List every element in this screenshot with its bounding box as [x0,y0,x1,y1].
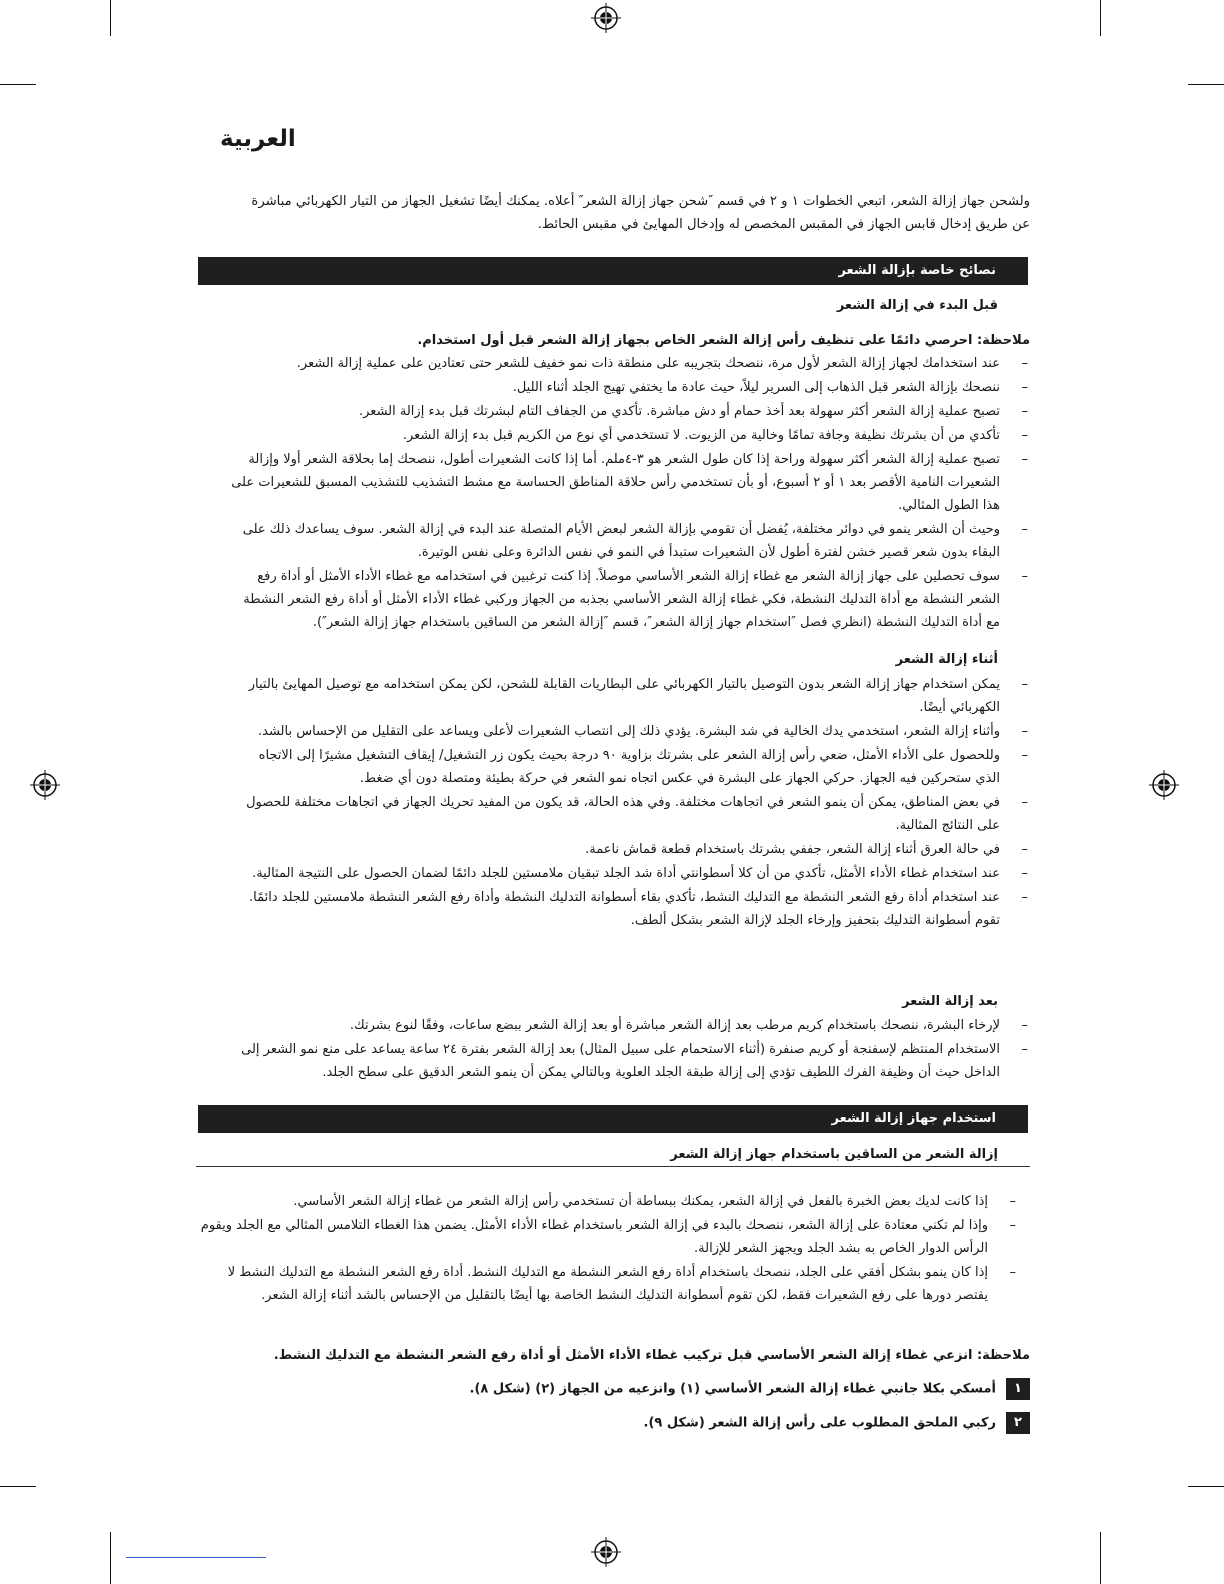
registration-mark-icon [30,770,60,800]
list-item: – وإذا لم تكني معتادة على إزالة الشعر، ننصحك بالبدء في إزالة الشعر باستخدام غطاء الأداء الأمثل. يضمن هذا الغطاء التلامس المثالي مع الجلد ويقوم الرأس الدوار الخاص به بشد الجلد ويجهز الشعر للإزالة. [200,1218,1016,1256]
subheading-after: بعد إزالة الشعر [902,994,998,1009]
list-item: – وللحصول على الأداء الأمثل، ضعي رأس إزالة الشعر على بشرتك بزاوية ٩٠ درجة بحيث يكون زر التشغيل/ إيقاف التشغيل مشيرًا إلى الاتجاه الذي ستحركين فيه الجهاز. حركي الجهاز على البشرة في عكس اتجاه نمو الشعر في حركة بطيئة ومتصلة دون أي ضغط. [258,748,1028,786]
list-before [230,352,1030,635]
list-item: – وأثناء إزالة الشعر، استخدمي يدك الخالية في شد البشرة. يؤدي ذلك إلى انتصاب الشعيرات لأعلى ويساعد على التقليل من الإحساس بالشد. [258,724,1028,739]
step-text: أمسكي بكلا جانبي غطاء إزالة الشعر الأساسي (١) وانزعيه من الجهاز (٢) (شكل ٨). [469,1381,996,1397]
list-item: – لإرخاء البشرة، ننصحك باستخدام كريم مرطب بعد إزالة الشعر مباشرة أو بعد إزالة الشعر ببضع ساعات، وفقًا لنوع بشرتك. [349,1018,1028,1033]
crop-mark [0,84,36,85]
list-after [210,1014,1030,1085]
step-number: ١ [1006,1378,1030,1400]
list-usage [200,1190,1018,1308]
list-item: – في حالة العرق أثناء إزالة الشعر، جففي بشرتك باستخدام قطعة قماش ناعمة. [585,842,1028,857]
divider [196,1166,1030,1167]
step-text: ركبي الملحق المطلوب على رأس إزالة الشعر (شكل ٩). [643,1415,996,1431]
section-bar-hair-removal-tips: نصائح خاصة بإزالة الشعر [198,257,1028,285]
note-remove-cap: ملاحظة: انزعي غطاء إزالة الشعر الأساسي قبل تركيب غطاء الأداء الأمثل أو أداة رفع الشعر النشطة مع التدليك النشط. [273,1348,1030,1363]
crop-mark [1100,1532,1101,1584]
list-item: – ننصحك بإزالة الشعر قبل الذهاب إلى السرير ليلاً، حيث عادة ما يختفي تهيج الجلد أثناء الليل. [512,380,1028,395]
list-item: – تصبح عملية إزالة الشعر أكثر سهولة بعد أخذ حمام أو دش مباشرة. تأكدي من الجفاف التام لبشرتك قبل بدء إزالة الشعر. [359,404,1028,419]
subheading-legs: إزالة الشعر من الساقين باستخدام جهاز إزالة الشعر [670,1147,998,1162]
list-item: – تأكدي من أن بشرتك نظيفة وجافة تمامًا وخالية من الزيوت. لا تستخدمي أي نوع من الكريم قبل بدء إزالة الشعر. [402,428,1028,443]
list-item: – عند استخدام أداة رفع الشعر النشطة مع التدليك النشط، تأكدي بقاء أسطوانة التدليك النشطة وأداة رفع الشعر النشطة ملامستين للجلد دائمًا. تقوم أسطوانة التدليك بتحفيز وإرخاء الجلد لإزالة الشعر بشكل ألطف. [249,890,1028,928]
list-during [230,673,1030,933]
list-item: – الاستخدام المنتظم لإسفنجة أو كريم صنفرة (أثناء الاستحمام على سبيل المثال) بعد إزالة الشعر بفترة ٢٤ ساعة يساعد على منع نمو الشعر إلى الداخل حيث أن وظيفة الفرك اللطيف تؤدي إلى إزالة طبقة الجلد العلوية وبالتالي يمكن أن ينمو الشعر الدقيق على سطح الجلد. [241,1042,1028,1080]
subheading-during: أثناء إزالة الشعر [895,652,998,667]
registration-mark-icon [591,3,621,33]
crop-mark [110,0,111,36]
section-bar-using-epilator: استخدام جهاز إزالة الشعر [198,1105,1028,1133]
subheading-before: قبل البدء في إزالة الشعر [836,298,998,313]
crop-mark [1188,1486,1224,1487]
crop-mark [110,1532,111,1584]
list-item: – إذا كانت لديك بعض الخبرة بالفعل في إزالة الشعر، يمكنك ببساطة أن تستخدمي رأس إزالة الشعر من غطاء إزالة الشعر الأساسي. [293,1194,1016,1209]
list-item: – إذا كان ينمو بشكل أفقي على الجلد، ننصحك باستخدام أداة رفع الشعر النشطة مع التدليك النشط. أداة رفع الشعر النشطة مع التدليك النشط لا يقتصر دورها على رفع الشعيرات فقط، لكن تقوم أسطوانة التدليك النشط الخاصة بها أيضًا بالتقليل من الإحساس بالشد أثناء إزالة الشعر. [227,1265,1016,1303]
list-item: – تصبح عملية إزالة الشعر أكثر سهولة وراحة إذا كان طول الشعر هو ٣-٤ملم. أما إذا كانت الشعيرات أطول، ننصحك إما بحلاقة الشعر أولا وإزالة الشعيرات النامية الأقصر بعد ١ أو ٢ أسبوع، أو بأن تستخدمي رأس حلاقة المناطق الحساسة مع مشط التشذيب للتشذيب المسبق للشعيرات على هذا الطول المثالي. [231,452,1028,513]
crop-mark [0,1486,36,1487]
list-item: – سوف تحصلين على جهاز إزالة الشعر مع غطاء إزالة الشعر الأساسي موصلاً. إذا كنت ترغبين في استخدامه مع غطاء الأداء الأمثل أو أداة رفع الشعر النشطة مع أداة التدليك النشطة، فكي غطاء إزالة الشعر الأساسي بجذبه من الجهاز وركبي غطاء الأداء الأمثل أو أداة رفع الشعر النشطة مع أداة التدليك النشطة (انظري فصل ″استخدام جهاز إزالة الشعر″، قسم ″إزالة الشعر من الساقين باستخدام جهاز إزالة الشعر″). [243,569,1028,630]
registration-mark-icon [591,1537,621,1567]
step-2 [300,1412,1030,1435]
page-title: العربية [220,126,296,152]
note-clean-head: ملاحظة: احرصي دائمًا على تنظيف رأس إزالة الشعر الخاص بجهاز إزالة الشعر قبل أول استخدام. [417,333,1030,348]
list-item: – وحيث أن الشعر ينمو في دوائر مختلفة، يُفضل أن تقومي بإزالة الشعر لبعض الأيام المتصلة عند البدء في إزالة الشعر. سوف يساعدك ذلك على البقاء بدون شعر قصير خشن لفترة أطول لأن الشعيرات ستبدأ في النمو في نفس الدائرة وعلى نفس الوتيرة. [242,522,1028,560]
list-item: – في بعض المناطق، يمكن أن ينمو الشعر في اتجاهات مختلفة. وفي هذه الحالة، قد يكون من المفيد تحريك الجهاز في اتجاهات مختلفة للحصول على النتائج المثالية. [246,795,1028,833]
crop-mark [1188,84,1224,85]
bottom-blue-line [126,1557,266,1558]
step-number: ٢ [1006,1412,1030,1434]
list-item: – عند استخدام غطاء الأداء الأمثل، تأكدي من أن كلا أسطوانتي أداة شد الجلد تبقيان ملامستين للجلد دائمًا لضمان الحصول على النتيجة المثالية. [252,866,1028,881]
step-1 [300,1378,1030,1401]
intro-paragraph: ولشحن جهاز إزالة الشعر، اتبعي الخطوات ١ و ٢ في قسم ″شحن جهاز إزالة الشعر″ أعلاه. يمكنك أيضًا تشغيل الجهاز من التيار الكهربائي مباشرة عن طريق إدخال قابس الجهاز في المقبس المخصص له وإدخال المهايئ في مقبس الحائط. [251,194,1030,232]
crop-mark [1100,0,1101,36]
registration-mark-icon [1149,770,1179,800]
list-item: – عند استخدامك لجهاز إزالة الشعر لأول مرة، ننصحك بتجريبه على منطقة ذات نمو خفيف للشعر حتى تعتادين على عملية إزالة الشعر. [296,356,1028,371]
list-item: – يمكن استخدام جهاز إزالة الشعر بدون التوصيل بالتيار الكهربائي على البطاريات القابلة للشحن، لكن يمكن استخدامه مع توصيل المهايئ بالتيار الكهربائي أيضًا. [248,677,1028,715]
